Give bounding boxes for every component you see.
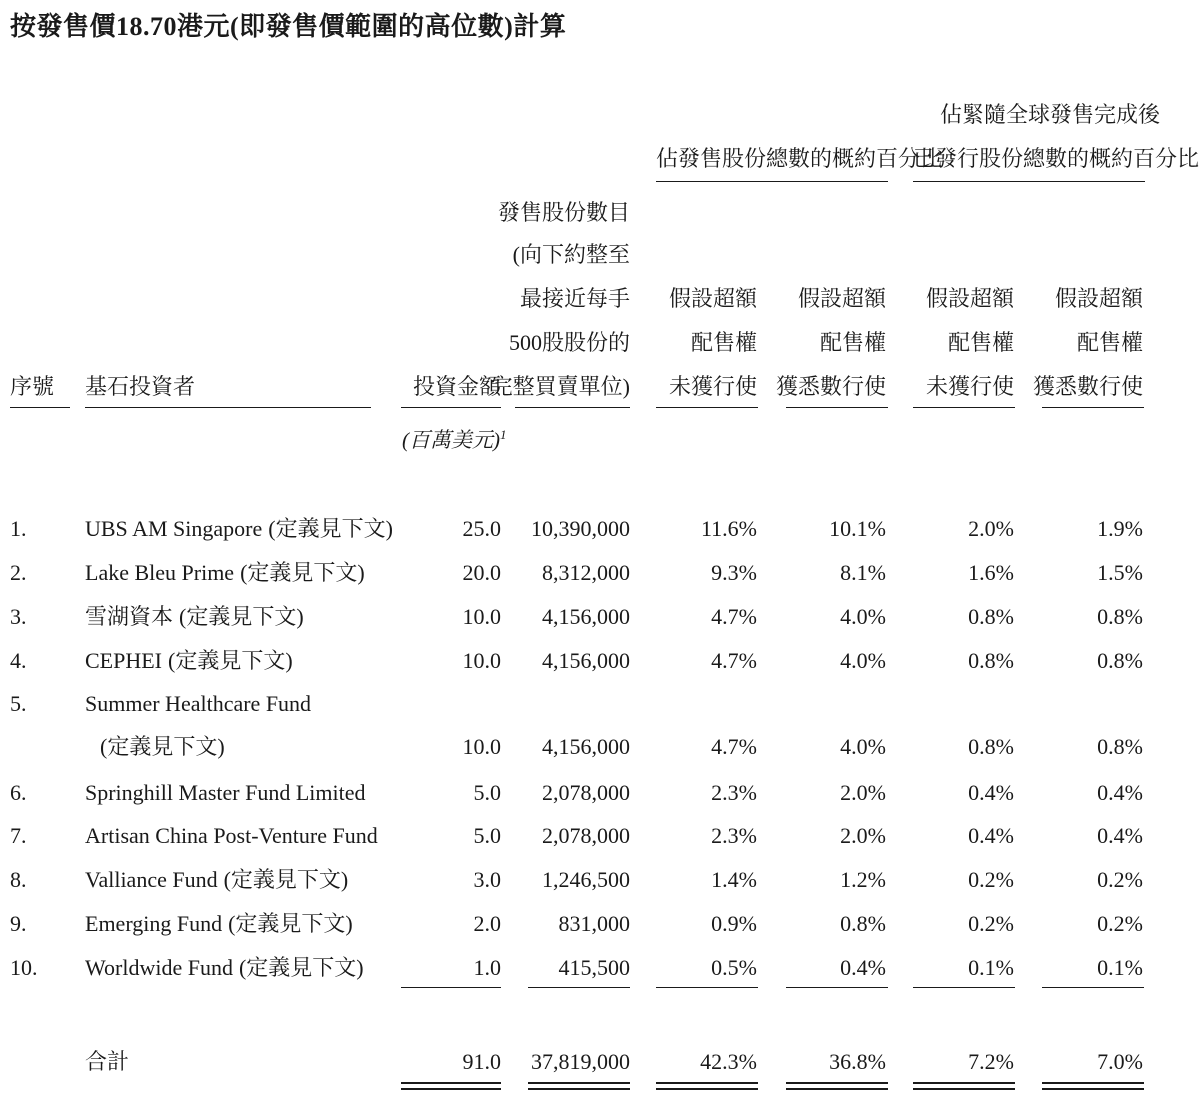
underline-p1	[656, 407, 758, 408]
p4-header-line-1: 假設超額	[1054, 286, 1143, 311]
underline-amount	[401, 407, 501, 408]
underline-no	[10, 407, 70, 408]
header-investor: 基石投資者	[85, 374, 196, 399]
cell-shares: 831,000	[558, 911, 630, 936]
cell-p2: 1.2%	[840, 867, 886, 892]
cell-p2: 0.8%	[840, 911, 886, 936]
cell-p2: 4.0%	[840, 604, 886, 629]
cell-p1: 2.3%	[711, 823, 757, 848]
row-number: 10.	[10, 955, 38, 980]
cell-amount: 10.0	[462, 648, 501, 673]
cell-p3: 1.6%	[968, 560, 1014, 585]
cell-p4: 0.4%	[1097, 780, 1143, 805]
cell-p1: 9.3%	[711, 560, 757, 585]
investor-name-text: Springhill Master Fund Limited	[85, 780, 366, 805]
investor-name	[85, 822, 378, 850]
subtotal-rule-p1	[656, 987, 758, 988]
total-double-rule-p3	[913, 1082, 1015, 1090]
subtotal-rule-shares	[528, 987, 630, 988]
cell-p3: 0.4%	[968, 780, 1014, 805]
page-title: 按發售價18.70港元(即發售價範圍的高位數)計算	[10, 12, 567, 41]
cell-p4: 0.4%	[1097, 823, 1143, 848]
cell-p4: 1.5%	[1097, 560, 1143, 585]
cell-shares: 4,156,000	[542, 648, 630, 673]
group-header-after-global: 佔緊隨全球發售完成後	[940, 102, 1161, 127]
total-double-rule-p1	[656, 1082, 758, 1090]
amount-unit-text: (百萬美元)	[402, 428, 500, 452]
investor-name-text: Emerging Fund	[85, 911, 223, 936]
total-double-rule-amount	[401, 1082, 501, 1090]
cell-p3: 0.8%	[968, 648, 1014, 673]
investor-name-text: Lake Bleu Prime	[85, 560, 235, 585]
row-number: 8.	[10, 867, 27, 892]
cell-p3: 0.4%	[968, 823, 1014, 848]
total-p4: 7.0%	[1097, 1049, 1143, 1074]
total-double-rule-p2	[786, 1082, 888, 1090]
row-number: 9.	[10, 911, 27, 936]
cell-amount: 25.0	[462, 516, 501, 541]
p4-header-line-3: 獲悉數行使	[1032, 374, 1143, 399]
cell-p4: 0.8%	[1097, 648, 1143, 673]
cell-shares: 2,078,000	[542, 823, 630, 848]
row-number: 7.	[10, 823, 27, 848]
shares-header-line-3: 最接近每手	[519, 286, 630, 311]
cell-p2: 0.4%	[840, 955, 886, 980]
investor-name-text: Worldwide Fund	[85, 955, 233, 980]
cell-p1: 0.5%	[711, 955, 757, 980]
p1-header-line-1: 假設超額	[668, 286, 757, 311]
investor-definition-note: (定義見下文)	[168, 648, 293, 673]
investor-definition-note: (定義見下文)	[223, 867, 349, 892]
investor-definition-note: (定義見下文)	[238, 955, 364, 980]
p3-header-line-1: 假設超額	[925, 286, 1014, 311]
underline-shares	[515, 407, 630, 408]
total-double-rule-p4	[1042, 1082, 1144, 1090]
cell-shares: 2,078,000	[542, 780, 630, 805]
investor-name	[85, 779, 366, 807]
investor-name	[85, 866, 348, 894]
header-amount: 投資金額	[412, 374, 501, 399]
shares-header-line-5: 完整買賣單位)	[490, 374, 630, 399]
investor-name	[85, 690, 311, 718]
cell-p2: 2.0%	[840, 780, 886, 805]
cell-p4: 0.2%	[1097, 867, 1143, 892]
cell-p1: 4.7%	[711, 648, 757, 673]
shares-header-line-1: 發售股份數目	[497, 200, 630, 225]
group-header-offer-pct: 佔發售股份總數的概約百分比	[656, 146, 943, 171]
shares-header-line-4: 500股股份的	[508, 330, 630, 355]
cell-p3: 0.1%	[968, 955, 1014, 980]
investor-name	[85, 559, 365, 587]
investor-name-continuation	[100, 733, 225, 761]
investor-name-text: Artisan China Post-Venture Fund	[85, 823, 378, 848]
investor-name-text: UBS AM Singapore	[85, 516, 263, 541]
investor-definition-note: (定義見下文)	[179, 604, 304, 629]
cell-amount: 2.0	[473, 911, 501, 936]
cell-p2: 4.0%	[840, 734, 886, 759]
cell-p4: 0.8%	[1097, 604, 1143, 629]
p2-header-line-1: 假設超額	[797, 286, 886, 311]
total-double-rule-shares	[528, 1082, 630, 1090]
row-number: 2.	[10, 560, 27, 585]
cell-p1: 11.6%	[700, 516, 757, 541]
subtotal-rule-p2	[786, 987, 888, 988]
row-number: 5.	[10, 691, 27, 716]
underline-p4	[1042, 407, 1144, 408]
cell-p1: 0.9%	[711, 911, 757, 936]
investor-definition-note: (定義見下文)	[100, 734, 225, 759]
cell-p4: 0.2%	[1097, 911, 1143, 936]
cell-p2: 4.0%	[840, 648, 886, 673]
amount-unit-footnote: 1	[500, 427, 507, 442]
subtotal-rule-amount	[401, 987, 501, 988]
total-label: 合計	[85, 1049, 130, 1074]
group-header-issued-pct: 已發行股份總數的概約百分比	[913, 146, 1199, 171]
underline-p3	[913, 407, 1015, 408]
cell-p3: 0.8%	[968, 734, 1014, 759]
investor-name	[85, 647, 293, 675]
row-number: 1.	[10, 516, 27, 541]
group-underline-issued	[913, 181, 1145, 182]
cell-p4: 1.9%	[1097, 516, 1143, 541]
shares-header-line-2: (向下約整至	[512, 242, 630, 267]
cell-amount: 10.0	[462, 734, 501, 759]
cell-shares: 10,390,000	[531, 516, 630, 541]
cell-shares: 8,312,000	[542, 560, 630, 585]
investor-name	[85, 954, 364, 982]
cell-shares: 4,156,000	[542, 604, 630, 629]
cell-p2: 10.1%	[829, 516, 886, 541]
p3-header-line-2: 配售權	[947, 330, 1014, 355]
investor-name-text: CEPHEI	[85, 648, 162, 673]
investor-name-text: Summer Healthcare Fund	[85, 691, 312, 716]
p1-header-line-3: 未獲行使	[668, 374, 757, 399]
row-number: 3.	[10, 604, 27, 629]
total-p1: 42.3%	[700, 1049, 757, 1074]
p1-header-line-2: 配售權	[690, 330, 757, 355]
cell-p3: 0.8%	[968, 604, 1014, 629]
cell-p3: 0.2%	[968, 911, 1014, 936]
amount-unit	[402, 424, 507, 454]
cell-shares: 1,246,500	[542, 867, 630, 892]
investor-name	[85, 603, 304, 631]
subtotal-rule-p4	[1042, 987, 1144, 988]
cell-amount: 5.0	[473, 780, 501, 805]
cell-amount: 20.0	[462, 560, 501, 585]
investor-definition-note: (定義見下文)	[268, 516, 393, 541]
total-shares: 37,819,000	[531, 1049, 630, 1074]
total-p2: 36.8%	[829, 1049, 886, 1074]
cell-p2: 8.1%	[840, 560, 886, 585]
cell-amount: 5.0	[473, 823, 501, 848]
cell-shares: 415,500	[558, 955, 630, 980]
cell-amount: 10.0	[462, 604, 501, 629]
investor-definition-note: (定義見下文)	[228, 911, 353, 936]
p4-header-line-2: 配售權	[1076, 330, 1143, 355]
investor-name-text: Valliance Fund	[85, 867, 218, 892]
cell-p4: 0.1%	[1097, 955, 1143, 980]
group-underline-offer	[656, 181, 888, 182]
cell-p1: 4.7%	[711, 604, 757, 629]
total-amount: 91.0	[462, 1049, 501, 1074]
cell-p1: 1.4%	[711, 867, 757, 892]
investor-name	[85, 515, 393, 543]
cell-amount: 1.0	[473, 955, 501, 980]
cell-p1: 2.3%	[711, 780, 757, 805]
cell-p3: 0.2%	[968, 867, 1014, 892]
cell-p1: 4.7%	[711, 734, 757, 759]
underline-investor	[85, 407, 371, 408]
row-number: 6.	[10, 780, 27, 805]
investor-name-text: 雪湖資本	[85, 604, 174, 629]
p3-header-line-3: 未獲行使	[925, 374, 1014, 399]
cell-shares: 4,156,000	[542, 734, 630, 759]
header-no: 序號	[10, 374, 55, 399]
investor-name	[85, 910, 353, 938]
row-number: 4.	[10, 648, 27, 673]
cell-p4: 0.8%	[1097, 734, 1143, 759]
cell-p2: 2.0%	[840, 823, 886, 848]
underline-p2	[786, 407, 888, 408]
cell-amount: 3.0	[473, 867, 501, 892]
cell-p3: 2.0%	[968, 516, 1014, 541]
subtotal-rule-p3	[913, 987, 1015, 988]
investor-definition-note: (定義見下文)	[240, 560, 365, 585]
p2-header-line-3: 獲悉數行使	[775, 374, 886, 399]
p2-header-line-2: 配售權	[819, 330, 886, 355]
total-p3: 7.2%	[968, 1049, 1014, 1074]
